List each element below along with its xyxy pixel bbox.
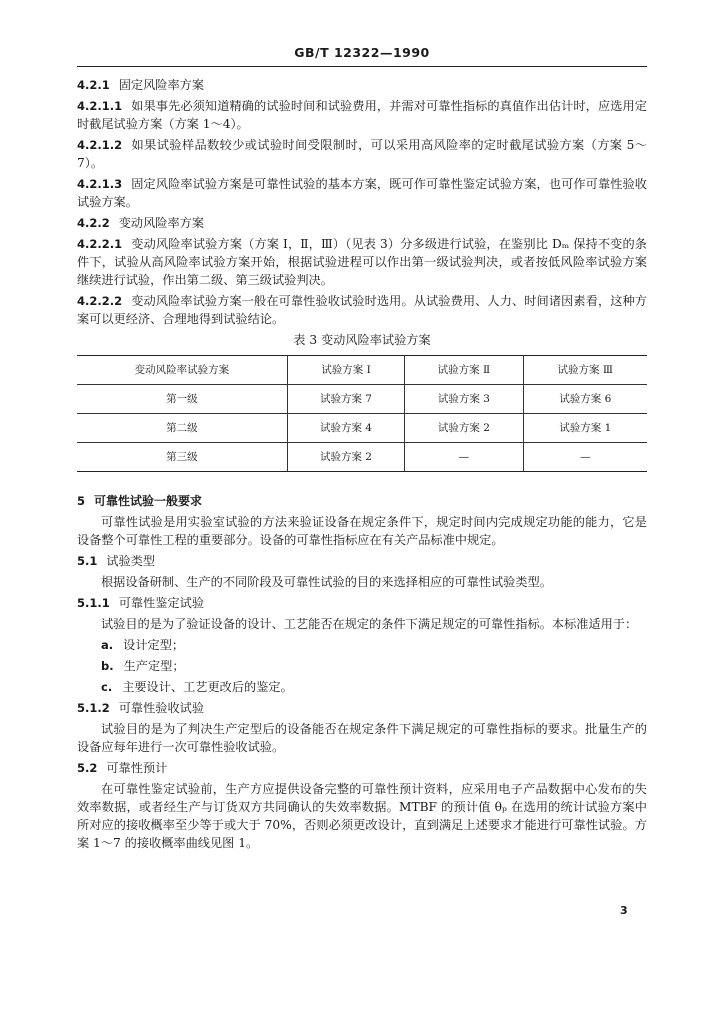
section-5-1-2-text: 试验目的是为了判决生产定型后的设备能否在规定条件下满足规定的可靠性指标的要求。批量生产的设备应每年进行一次可靠性验收试验。	[77, 722, 647, 754]
table-row	[77, 385, 647, 414]
clause-text: 如果试验样品数较少或试验时间受限制时，可以采用高风险率的定时截尾试验方案（方案 5～7）。	[77, 138, 647, 170]
page-header: GB/T 12322—1990	[294, 45, 430, 60]
section-4-2-1	[77, 76, 647, 94]
table-cell: 第二级	[77, 414, 287, 443]
clause-4-2-1-1	[77, 97, 647, 133]
table-header-cell: 变动风险率试验方案	[77, 356, 287, 385]
table-cell: 试验方案 1	[523, 414, 647, 443]
table-cell: 试验方案 4	[287, 414, 404, 443]
section-title: 变动风险率方案	[118, 216, 205, 230]
table-cell: —	[523, 443, 647, 472]
table-cell: 第三级	[77, 443, 287, 472]
section-title: 可靠性鉴定试验	[118, 596, 205, 610]
table-cell: 试验方案 2	[287, 443, 404, 472]
list-text: 主要设计、工艺更改后的鉴定。	[122, 680, 293, 694]
clause-4-2-2-2	[77, 292, 647, 328]
variable-risk-table	[77, 355, 647, 472]
table-cell: 试验方案 7	[287, 385, 404, 414]
list-item	[77, 636, 647, 654]
clause-number: 4.2.2.1	[77, 237, 123, 251]
table-header-cell: 试验方案 Ⅱ	[405, 356, 523, 385]
section-5-1	[77, 552, 647, 570]
section-title: 试验类型	[106, 554, 156, 568]
document-body	[77, 76, 647, 855]
table-cell: 试验方案 3	[405, 385, 523, 414]
section-title: 固定风险率方案	[118, 78, 205, 92]
section-5-2-text: 在可靠性鉴定试验前，生产方应提供设备完整的可靠性预计资料，应采用电子产品数据中心发布的失效率数据，或者经生产与订货双方共同确认的失效率数据。MTBF 的预计值 θₚ 在选用的统计试验方案中所对应的接收概率至少等于或大于 70%，否则必须更改设计，直到满足上述要求才能进行可靠性试验。方案 1～7 的接收概率曲线见图 1。	[77, 782, 647, 850]
clause-4-2-1-3	[77, 175, 647, 211]
list-label: b.	[101, 659, 114, 673]
clause-4-2-2-1	[77, 235, 647, 289]
list-label: a.	[101, 638, 114, 652]
section-5-intro: 可靠性试验是用实验室试验的方法来验证设备在规定条件下，规定时间内完成规定功能的能力，它是设备整个可靠性工程的重要部分。设备的可靠性指标应在有关产品标准中规定。	[77, 515, 647, 547]
section-5-1-2	[77, 699, 647, 717]
list-item	[77, 678, 647, 696]
clause-4-2-1-2	[77, 136, 647, 172]
list-text: 设计定型；	[123, 638, 185, 652]
clause-number: 4.2.2.2	[77, 294, 123, 308]
clause-text: 如果事先必须知道精确的试验时间和试验费用，并需对可靠性指标的真值作出估计时，应选用定时截尾试验方案（方案 1～4）。	[77, 99, 647, 131]
section-number: 5.2	[77, 761, 98, 775]
section-number: 5	[77, 494, 86, 508]
table-header-row	[77, 356, 647, 385]
clause-number: 4.2.1.1	[77, 99, 123, 113]
table-caption: 表 3 变动风险率试验方案	[293, 333, 431, 347]
section-5-heading	[77, 492, 647, 510]
clause-number: 4.2.1.3	[77, 177, 123, 191]
list-item	[77, 657, 647, 675]
clause-text: 变动风险率试验方案（方案 Ⅰ，Ⅱ，Ⅲ）（见表 3）分多级进行试验，在鉴别比 Dₘ 保持不变的条件下，试验从高风险率试验方案开始，根据试验进程可以作出第一级试验判决，或者按低风险率试验方案继续进行试验，作出第二级、第三级试验判决。	[77, 237, 647, 287]
section-title: 可靠性试验一般要求	[94, 494, 203, 508]
table-cell: 试验方案 2	[405, 414, 523, 443]
table-row	[77, 443, 647, 472]
section-5-2	[77, 759, 647, 777]
section-title: 可靠性预计	[106, 761, 168, 775]
section-number: 4.2.1	[77, 78, 110, 92]
section-number: 5.1.2	[77, 701, 110, 715]
section-number: 5.1	[77, 554, 98, 568]
section-number: 4.2.2	[77, 216, 110, 230]
clause-number: 4.2.1.2	[77, 138, 123, 152]
section-5-1-1-text: 试验目的是为了验证设备的设计、工艺能否在规定的条件下满足规定的可靠性指标。本标准适用于：	[101, 617, 638, 631]
section-5-1-text: 根据设备研制、生产的不同阶段及可靠性试验的目的来选择相应的可靠性试验类型。	[101, 575, 552, 589]
clause-text: 固定风险率试验方案是可靠性试验的基本方案，既可作可靠性鉴定试验方案，也可作可靠性验收试验方案。	[77, 177, 647, 209]
header-rule	[77, 66, 647, 67]
list-label: c.	[101, 680, 113, 694]
table-header-cell: 试验方案 Ⅰ	[287, 356, 404, 385]
section-number: 5.1.1	[77, 596, 110, 610]
table-cell: —	[405, 443, 523, 472]
list-text: 生产定型；	[123, 659, 185, 673]
page-number: 3	[620, 904, 628, 917]
section-title: 可靠性验收试验	[118, 701, 205, 715]
section-5-1-1	[77, 594, 647, 612]
section-4-2-2	[77, 214, 647, 232]
clause-text: 变动风险率试验方案一般在可靠性验收试验时选用。从试验费用、人力、时间诸因素看，这种方案可以更经济、合理地得到试验结论。	[77, 294, 647, 326]
table-header-cell: 试验方案 Ⅲ	[523, 356, 647, 385]
table-cell: 试验方案 6	[523, 385, 647, 414]
table-row	[77, 414, 647, 443]
table-cell: 第一级	[77, 385, 287, 414]
